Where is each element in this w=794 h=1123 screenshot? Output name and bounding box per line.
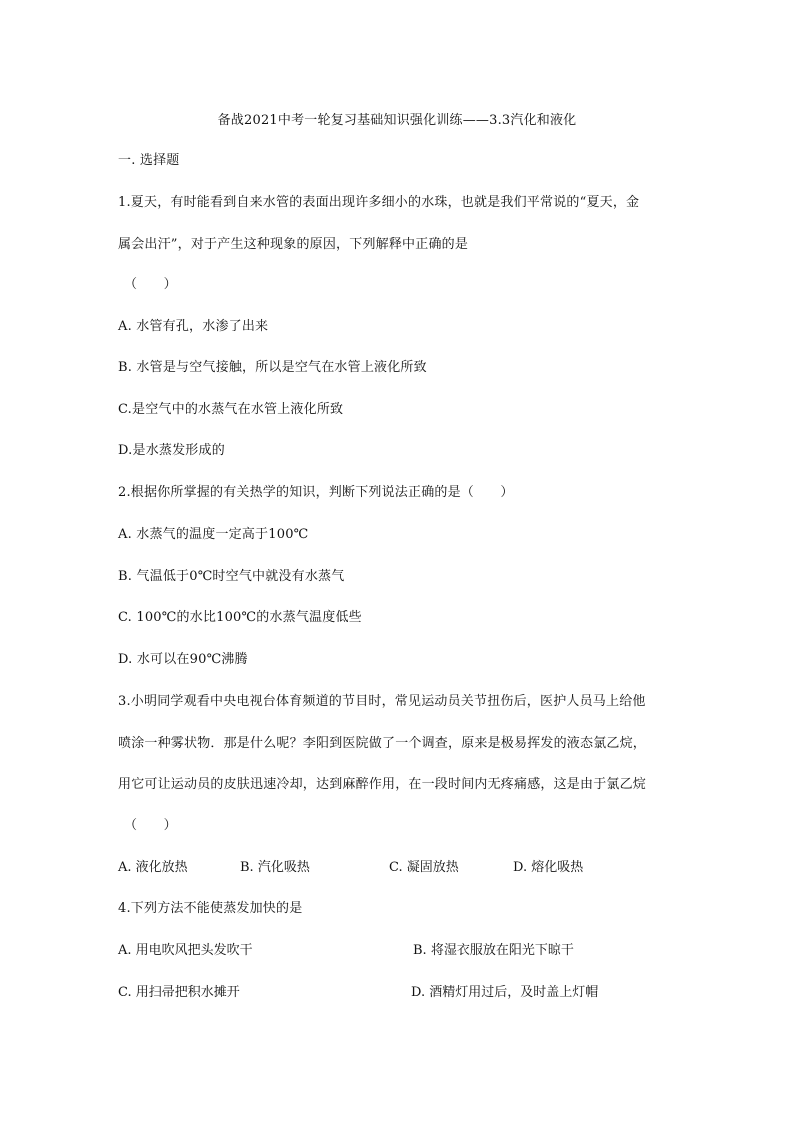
q1-answer-blank: （ ） xyxy=(124,277,177,292)
q2-option-d: D. 水可以在90℃沸腾 xyxy=(118,652,248,667)
q2-option-c: C. 100℃的水比100℃的水蒸气温度低些 xyxy=(118,610,362,625)
q3-stem-line2: 喷涂一种雾状物．那是什么呢？李阳到医院做了一个调查，原来是极易挥发的液态氯乙烷， xyxy=(118,736,647,751)
q3-option-a: A. 液化放热 xyxy=(118,860,188,875)
q1-option-a: A. 水管有孔，水渗了出来 xyxy=(118,319,269,334)
q1-option-d: D.是水蒸发形成的 xyxy=(118,443,225,458)
q4-stem: 4.下列方法不能使蒸发加快的是 xyxy=(118,901,303,916)
q4-option-c: C. 用扫帚把积水摊开 xyxy=(118,985,240,1000)
q2-stem: 2.根据你所掌握的有关热学的知识，判断下列说法正确的是（ ） xyxy=(118,485,514,500)
q1-stem-line1: 1.夏天，有时能看到自来水管的表面出现许多细小的水珠，也就是我们平常说的“夏天，金 xyxy=(118,195,640,210)
q2-option-a: A. 水蒸气的温度一定高于100℃ xyxy=(118,527,309,542)
q2-option-b: B. 气温低于0℃时空气中就没有水蒸气 xyxy=(118,569,345,584)
q3-stem-line3: 用它可让运动员的皮肤迅速冷却，达到麻醉作用，在一段时间内无疼痛感，这是由于氯乙烷 xyxy=(118,777,647,792)
document-title: 备战2021中考一轮复习基础知识强化训练——3.3汽化和液化 xyxy=(217,113,577,128)
section-heading: 一. 选择题 xyxy=(118,153,180,168)
q4-option-d: D. 酒精灯用过后，及时盖上灯帽 xyxy=(411,985,599,1000)
q4-option-a: A. 用电吹风把头发吹干 xyxy=(118,943,253,958)
q1-option-c: C.是空气中的水蒸气在水管上液化所致 xyxy=(118,402,344,417)
q3-answer-blank: （ ） xyxy=(124,818,177,833)
q3-option-d: D. 熔化吸热 xyxy=(513,860,584,875)
q3-option-b: B. 汽化吸热 xyxy=(240,860,310,875)
q4-option-b: B. 将湿衣服放在阳光下晾干 xyxy=(413,943,574,958)
q1-option-b: B. 水管是与空气接触，所以是空气在水管上液化所致 xyxy=(118,360,427,375)
q3-option-c: C. 凝固放热 xyxy=(389,860,459,875)
q3-stem-line1: 3.小明同学观看中央电视台体育频道的节目时，常见运动员关节扭伤后，医护人员马上给他 xyxy=(118,694,646,709)
q1-stem-line2: 属会出汗”，对于产生这种现象的原因，下列解释中正确的是 xyxy=(118,237,469,252)
